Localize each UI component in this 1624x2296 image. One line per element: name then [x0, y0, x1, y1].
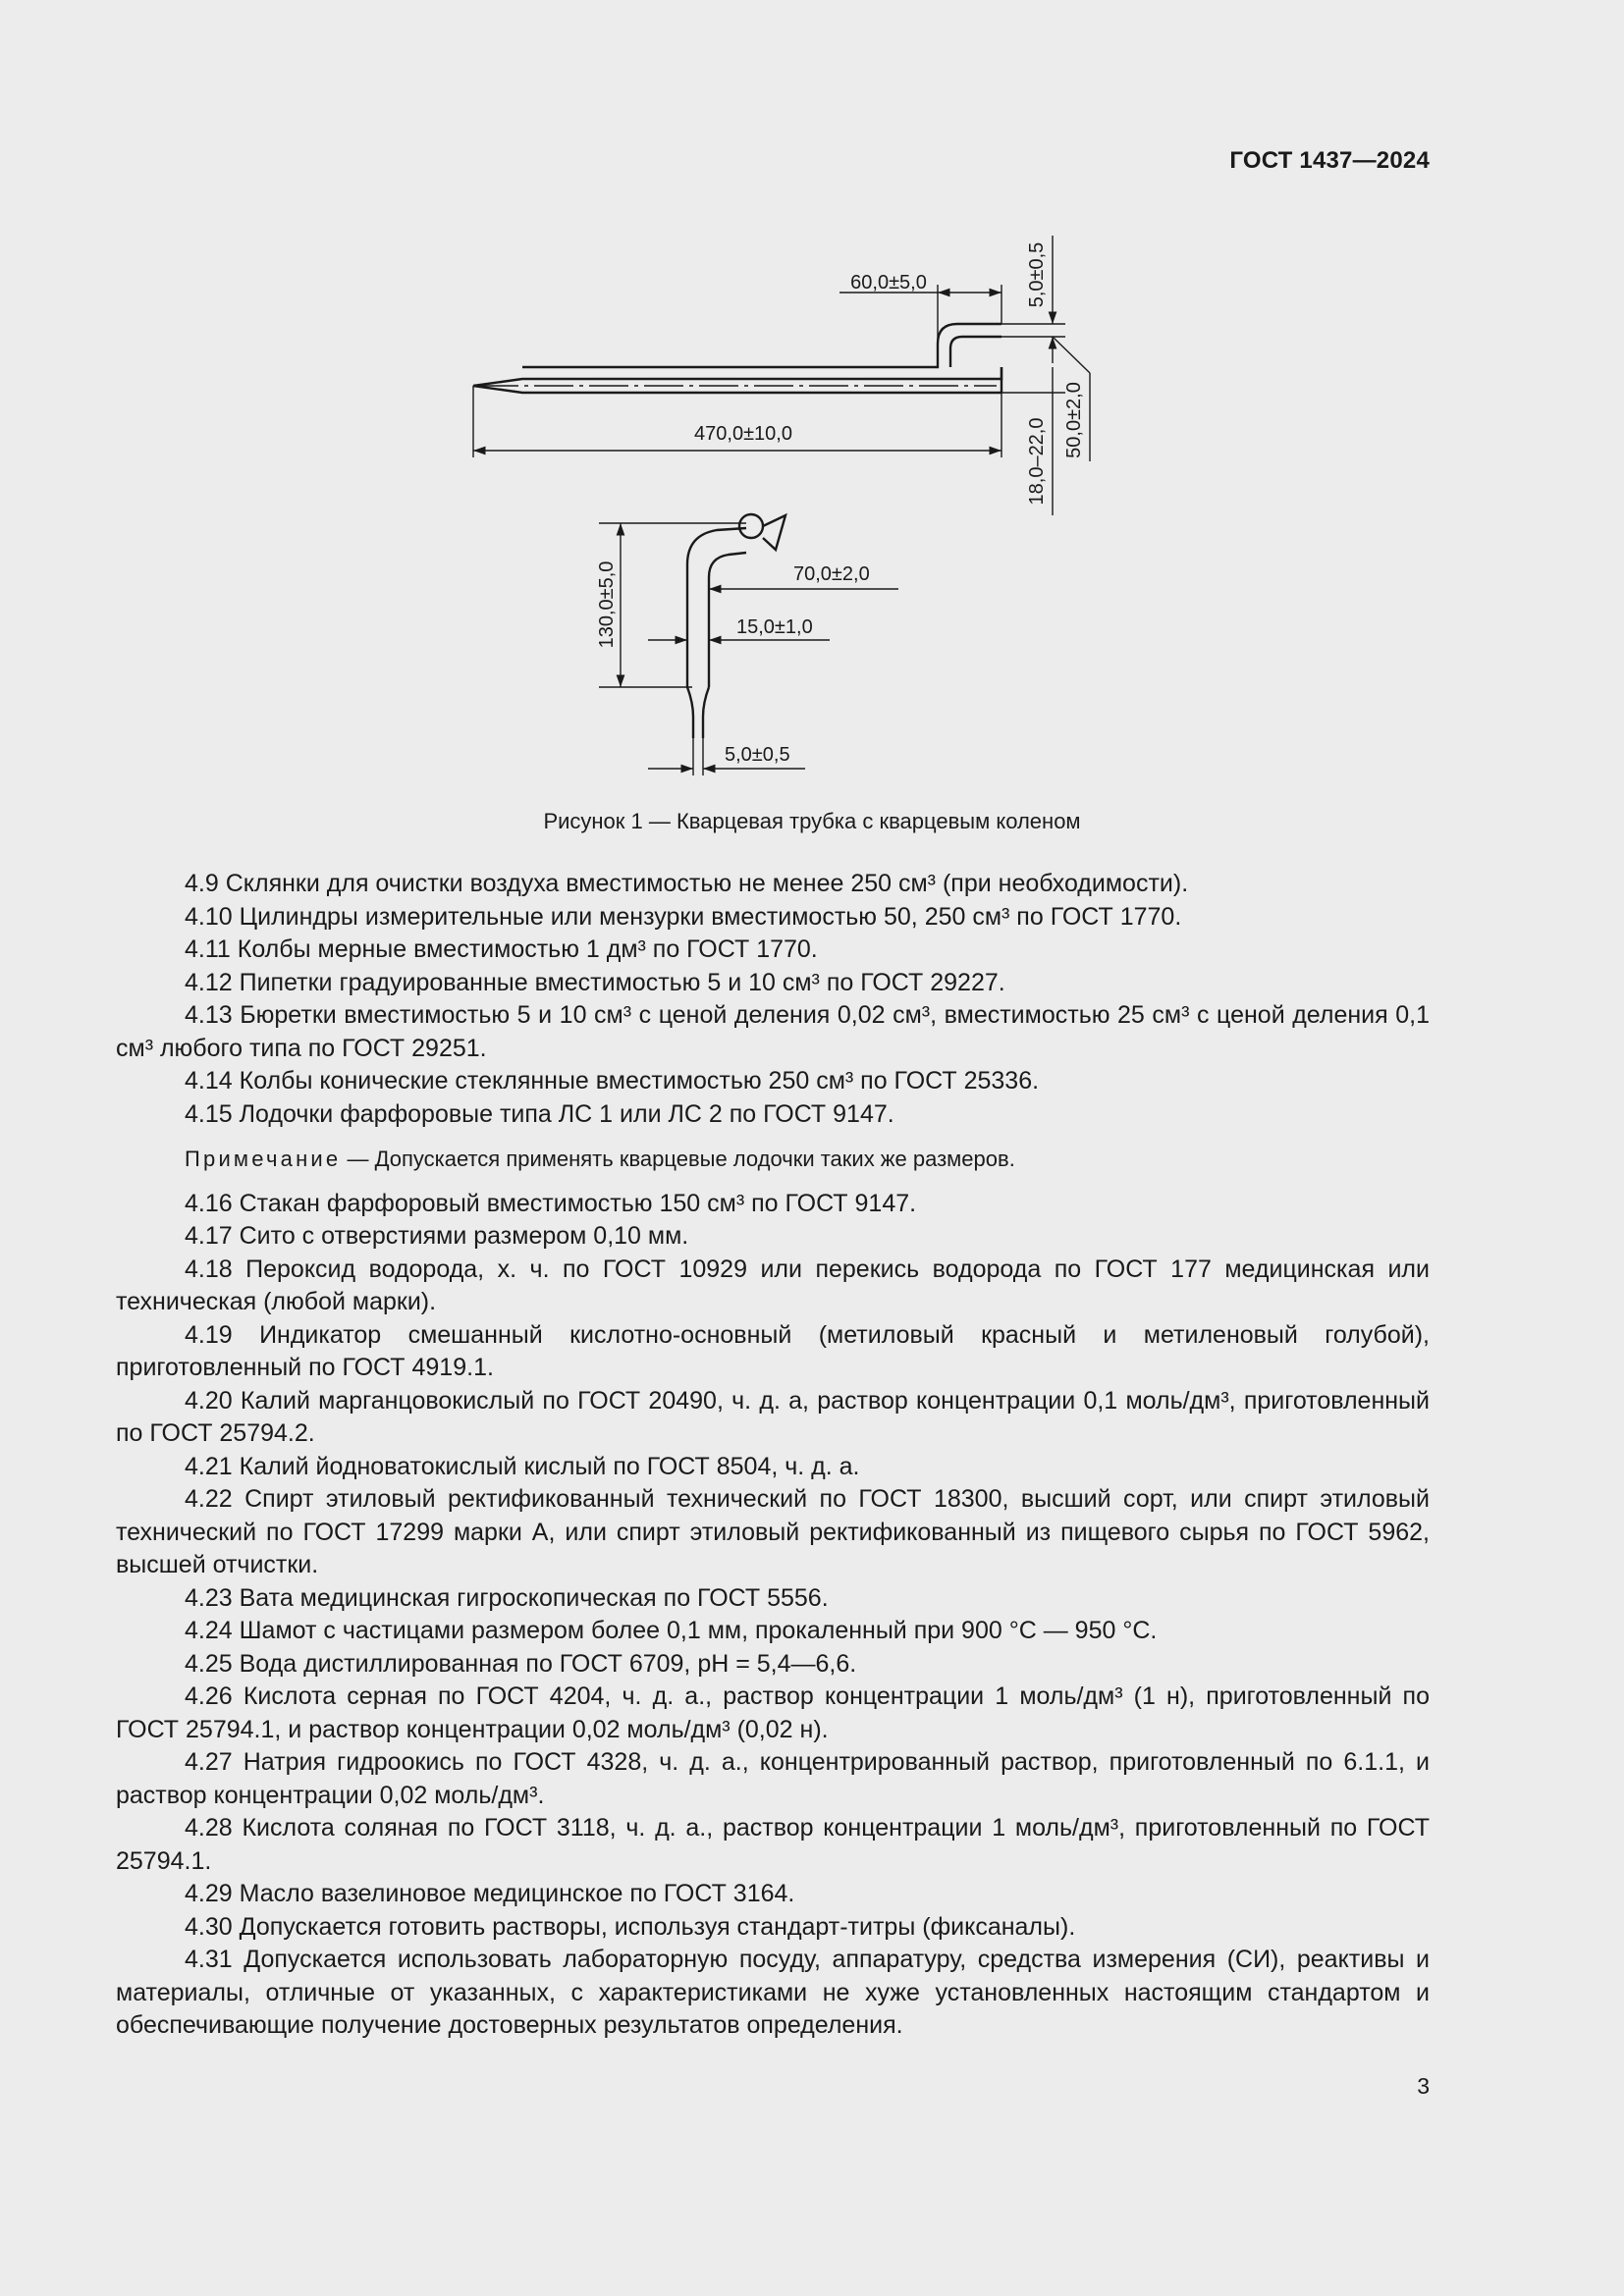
tube-outline	[473, 324, 1001, 393]
document-body	[116, 868, 1430, 2043]
item-4-16: 4.16 Стакан фарфоровый вместимостью 150 см³ по ГОСТ 9147.	[185, 1189, 917, 1217]
item-4-14: 4.14 Колбы конические стеклянные вместимостью 250 см³ по ГОСТ 25336.	[185, 1067, 1040, 1095]
dim-50: 50,0±2,0	[1063, 382, 1085, 458]
document-header: ГОСТ 1437—2024	[1229, 147, 1430, 174]
item-4-31: 4.31 Допускается использовать лабораторную посуду, аппаратуру, средства измерения (СИ), реактивы и материалы, отличные от указанных, с характеристиками не хуже установленных настоящим стандартом и обеспечивающие получение достоверных результатов определения.	[116, 1946, 1430, 2039]
dim-130: 130,0±5,0	[596, 561, 618, 649]
item-4-17: 4.17 Сито с отверстиями размером 0,10 мм.	[185, 1222, 689, 1250]
item-4-20: 4.20 Калий марганцовокислый по ГОСТ 20490, ч. д. а, раствор концентрации 0,1 моль/дм³, приготовленный по ГОСТ 25794.2.	[116, 1386, 1430, 1447]
dim-15: 15,0±1,0	[736, 616, 813, 638]
page-number: 3	[1417, 2073, 1430, 2099]
note-label: Примечание	[185, 1147, 342, 1171]
dim-5-top: 5,0±0,5	[1026, 241, 1048, 308]
item-4-15: 4.15 Лодочки фарфоровые типа ЛС 1 или ЛС 2 по ГОСТ 9147.	[185, 1099, 894, 1128]
item-4-19: 4.19 Индикатор смешанный кислотно-основный (метиловый красный и метиленовый голубой), приготовленный по ГОСТ 4919.1.	[116, 1320, 1431, 1381]
item-4-29: 4.29 Масло вазелиновое медицинское по ГОСТ 3164.	[185, 1880, 795, 1907]
item-4-12: 4.12 Пипетки градуированные вместимостью 5 и 10 см³ по ГОСТ 29227.	[185, 968, 1005, 996]
item-4-22: 4.22 Спирт этиловый ректификованный технический по ГОСТ 18300, высший сорт, или спирт этиловый технический по ГОСТ 17299 марки А, или спирт этиловый ректификованный из пищевого сырья по ГОСТ 5962, высшей отчистки.	[116, 1485, 1430, 1578]
dim-5-bottom: 5,0±0,5	[725, 744, 790, 766]
item-4-25: 4.25 Вода дистиллированная по ГОСТ 6709, pH = 5,4—6,6.	[185, 1649, 857, 1678]
dim-470: 470,0±10,0	[694, 423, 792, 445]
item-4-18: 4.18 Пероксид водорода, х. ч. по ГОСТ 10929 или перекись водорода по ГОСТ 177 медицинская или техническая (любой марки).	[116, 1255, 1430, 1315]
item-4-26: 4.26 Кислота серная по ГОСТ 4204, ч. д. а., раствор концентрации 1 моль/дм³ (1 н), приготовленный по ГОСТ 25794.1, и раствор концентрации 0,02 моль/дм³ (0,02 н).	[116, 1682, 1430, 1743]
item-4-27: 4.27 Натрия гидроокись по ГОСТ 4328, ч. д. а., концентрированный раствор, приготовленный по 6.1.1, и раствор концентрации 0,02 моль/дм³.	[116, 1748, 1430, 1809]
item-4-11: 4.11 Колбы мерные вместимостью 1 дм³ по ГОСТ 1770.	[185, 935, 818, 963]
dim-60: 60,0±5,0	[850, 272, 927, 294]
item-4-10: 4.10 Цилиндры измерительные или мензурки вместимостью 50, 250 см³ по ГОСТ 1770.	[185, 902, 1182, 931]
note-text: — Допускается применять кварцевые лодочки таких же размеров.	[341, 1147, 1015, 1171]
item-4-23: 4.23 Вата медицинская гигроскопическая по ГОСТ 5556.	[185, 1583, 829, 1612]
dimension-lines-top	[473, 236, 1090, 515]
item-4-13: 4.13 Бюретки вместимостью 5 и 10 см³ с ценой деления 0,02 см³, вместимостью 25 см³ с ценой деления 0,1 см³ любого типа по ГОСТ 29251.	[116, 1001, 1431, 1062]
note	[116, 1143, 1430, 1176]
dimension-lines-knee	[599, 523, 898, 775]
item-4-21: 4.21 Калий йодноватокислый кислый по ГОСТ 8504, ч. д. а.	[185, 1452, 860, 1480]
figure-caption: Рисунок 1 — Кварцевая трубка с кварцевым коленом	[543, 809, 1081, 833]
dim-70: 70,0±2,0	[793, 563, 870, 585]
item-4-30: 4.30 Допускается готовить растворы, используя стандарт-титры (фиксаналы).	[185, 1912, 1076, 1941]
item-4-9: 4.9 Склянки для очистки воздуха вместимостью не менее 250 см³ (при необходимости).	[185, 870, 1189, 897]
item-4-24: 4.24 Шамот с частицами размером более 0,1 мм, прокаленный при 900 °С — 950 °С.	[185, 1617, 1158, 1644]
figure-quartz-tube	[0, 0, 1624, 805]
dim-18-22: 18,0–22,0	[1026, 417, 1048, 506]
item-4-28: 4.28 Кислота соляная по ГОСТ 3118, ч. д. а., раствор концентрации 1 моль/дм³, приготовленный по ГОСТ 25794.1.	[116, 1814, 1431, 1875]
